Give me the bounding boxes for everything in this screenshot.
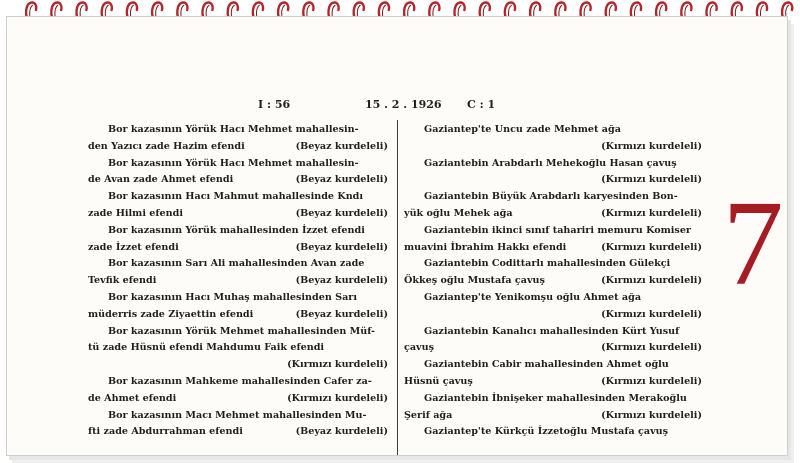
ribbon-label: (Kırmızı kurdeleli) xyxy=(601,308,702,320)
text-line xyxy=(404,391,702,408)
text-line xyxy=(88,424,388,441)
ribbon-label: (Beyaz kurdeleli) xyxy=(295,308,388,320)
text-line xyxy=(404,122,702,139)
line-text: yük oğlu Mehek ağa xyxy=(404,207,513,219)
line-text: zade Hilmi efendi xyxy=(88,207,183,219)
text-line xyxy=(404,307,702,324)
line-text: fti zade Abdurrahman efendi xyxy=(88,426,243,438)
text-line xyxy=(88,240,388,257)
ribbon-label: (Kırmızı kurdeleli) xyxy=(601,207,702,219)
text-line xyxy=(404,223,702,240)
text-line xyxy=(404,156,702,173)
line-text: Hüsnü çavuş xyxy=(404,375,473,387)
text-line xyxy=(88,408,388,425)
line-text: Bor kazasının Yörük Hacı Mehmet mahallesin- xyxy=(108,157,359,169)
line-text: Bor kazasının Macı Mehmet mahallesinden Mu- xyxy=(108,409,367,421)
text-line xyxy=(88,307,388,324)
line-text: Gaziantep'te Uncu zade Mehmet ağa xyxy=(424,124,621,135)
line-text: Gaziantebin Arabdarlı Mehekoğlu Hasan çavuş xyxy=(424,157,677,169)
ribbon-label: (Kırmızı kurdeleli) xyxy=(601,342,702,354)
line-text: Bor kazasının Sarı Ali mahallesinden Avan zade xyxy=(108,258,365,270)
text-line xyxy=(88,172,388,189)
ribbon-label: (Kırmızı kurdeleli) xyxy=(601,275,702,287)
line-text: Gaziantebin Cabir mahallesinden Ahmet oğlu xyxy=(424,359,669,371)
line-text: Bor kazasının Yörük Mehmet mahallesinden Müf- xyxy=(108,325,376,337)
line-text: Gaziantep'te Kürkçü İzzetoğlu Mustafa çavuş xyxy=(424,426,669,438)
text-line xyxy=(88,357,388,374)
text-line xyxy=(404,357,702,374)
page-header xyxy=(0,98,800,114)
text-line xyxy=(404,206,702,223)
ribbon-label: (Kırmızı kurdeleli) xyxy=(601,409,702,421)
text-line xyxy=(404,374,702,391)
volume-number: C : 1 xyxy=(467,98,496,111)
ribbon-label: (Beyaz kurdeleli) xyxy=(295,241,388,253)
line-text: tü zade Hüsnü efendi Mahdumu Faik efendi xyxy=(88,342,325,354)
text-line xyxy=(88,391,388,408)
ribbon-label: (Kırmızı kurdeleli) xyxy=(601,140,702,152)
text-line xyxy=(88,340,388,357)
ribbon-label: (Kırmızı kurdeleli) xyxy=(601,174,702,186)
line-text: Bor kazasının Yörük mahallesinden İzzet efendi xyxy=(108,224,365,236)
ribbon-label: (Beyaz kurdeleli) xyxy=(295,140,388,152)
line-text: Gaziantebin Büyük Arabdarlı karyesinden Bon- xyxy=(424,191,678,203)
line-text: de Ahmet efendi xyxy=(88,392,177,404)
ribbon-label: (Kırmızı kurdeleli) xyxy=(287,392,388,404)
line-text: Gaziantebin İbnişeker mahallesinden Merakoğlu xyxy=(424,392,687,404)
text-line xyxy=(88,374,388,391)
ribbon-label: (Beyaz kurdeleli) xyxy=(295,174,388,186)
line-text: Bor kazasının Mahkeme mahallesinden Cafer za- xyxy=(108,375,372,387)
ribbon-label: (Kırmızı kurdeleli) xyxy=(601,241,702,253)
line-text: Gaziantebin ikinci sınıf tahariri memuru Komiser xyxy=(424,224,691,236)
page-number: 7 xyxy=(722,176,784,311)
text-line xyxy=(88,189,388,206)
text-line xyxy=(88,290,388,307)
text-line xyxy=(88,206,388,223)
text-line xyxy=(88,139,388,156)
line-text: zade İzzet efendi xyxy=(88,241,179,253)
text-line xyxy=(404,139,702,156)
line-text: de Avan zade Ahmet efendi xyxy=(88,174,234,186)
text-line xyxy=(404,189,702,206)
text-line xyxy=(88,256,388,273)
line-text: Ökkeş oğlu Mustafa çavuş xyxy=(404,275,545,287)
line-text: çavuş xyxy=(404,342,435,354)
line-text: muavini İbrahim Hakkı efendi xyxy=(404,241,567,253)
ribbon-label: (Beyaz kurdeleli) xyxy=(295,207,388,219)
text-line xyxy=(404,408,702,425)
line-text: Bor kazasının Yörük Hacı Mehmet mahallesin- xyxy=(108,124,359,135)
left-column xyxy=(88,122,388,452)
text-line xyxy=(404,424,702,441)
text-line xyxy=(88,156,388,173)
text-line xyxy=(88,223,388,240)
line-text: Gaziantebin Kanalıcı mahallesinden Kürt Yusuf xyxy=(424,325,680,337)
line-text: Tevfik efendi xyxy=(88,275,157,287)
text-line xyxy=(404,273,702,290)
text-line xyxy=(404,340,702,357)
text-line xyxy=(404,172,702,189)
line-text: Bor kazasının Hacı Muhaş mahallesinden Sarı xyxy=(108,291,357,303)
ribbon-label: (Kırmızı kurdeleli) xyxy=(601,375,702,387)
text-line xyxy=(404,240,702,257)
ribbon-label: (Beyaz kurdeleli) xyxy=(295,275,388,287)
line-text: Şerif ağa xyxy=(404,409,453,421)
line-text: müderris zade Ziyaettin efendi xyxy=(88,308,254,320)
column-divider xyxy=(397,120,398,455)
text-line xyxy=(88,273,388,290)
issue-date: 15 . 2 . 1926 xyxy=(365,98,442,111)
ribbon-label: (Kırmızı kurdeleli) xyxy=(287,359,388,371)
line-text: den Yazıcı zade Hazim efendi xyxy=(88,140,245,152)
ribbon-label: (Beyaz kurdeleli) xyxy=(295,426,388,438)
text-line xyxy=(88,122,388,139)
line-text: Bor kazasının Hacı Mahmut mahallesinde Kndı xyxy=(108,191,364,203)
text-line xyxy=(404,256,702,273)
right-column xyxy=(404,122,702,452)
text-line xyxy=(404,324,702,341)
text-line xyxy=(88,324,388,341)
text-line xyxy=(404,290,702,307)
issue-number: I : 56 xyxy=(258,98,291,111)
line-text: Gaziantep'te Yenikomşu oğlu Ahmet ağa xyxy=(424,291,642,303)
line-text: Gaziantebin Codittarlı mahallesinden Gülekçi xyxy=(424,258,671,270)
